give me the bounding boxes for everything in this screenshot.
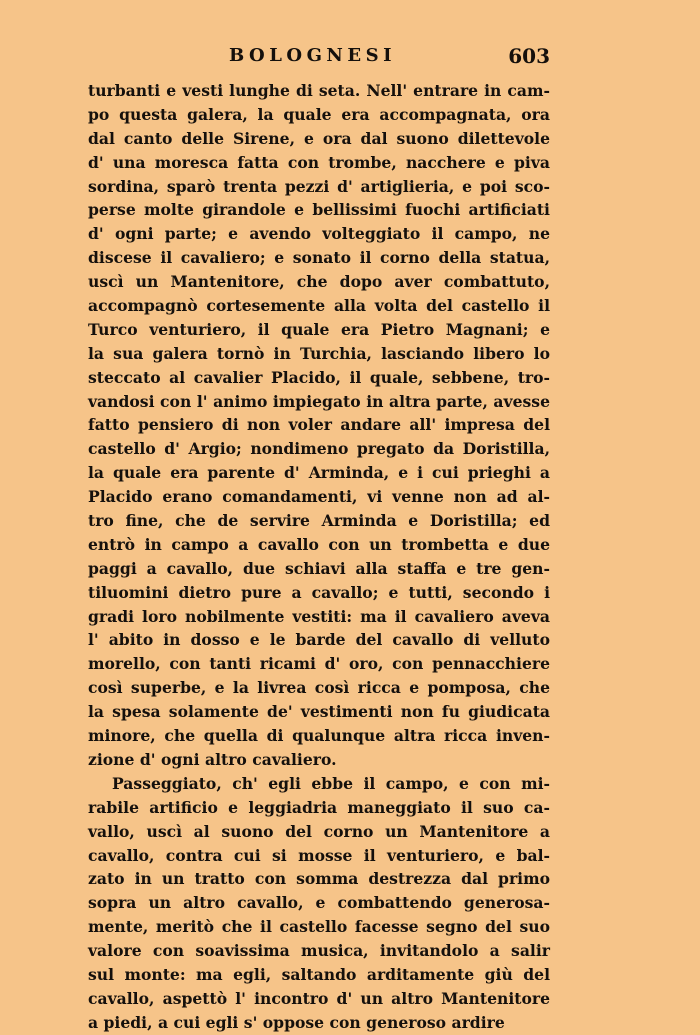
running-head bbox=[86, 42, 550, 70]
text-line: paggi a cavallo, due schiavi alla staffa e tre gen- bbox=[88, 558, 550, 578]
text-line: Passeggiato, ch' egli ebbe il campo, e con mi- bbox=[112, 773, 550, 793]
text-line: d' una moresca fatta con trombe, nacchere e piva bbox=[88, 152, 550, 172]
text-line: zato in un tratto con somma destrezza dal primo bbox=[88, 869, 550, 889]
page-number: 603 bbox=[508, 44, 550, 68]
text-line: rabile artificio e leggiadria maneggiato il suo ca- bbox=[88, 797, 550, 817]
text-line: Turco venturiero, il quale era Pietro Magnani; e bbox=[88, 319, 550, 339]
text-line: mente, meritò che il castello facesse segno del suo bbox=[88, 917, 550, 937]
text-line: tro fine, che de servire Arminda e Doristilla; ed bbox=[88, 511, 550, 531]
text-line: castello d' Argio; nondimeno pregato da Doristilla, bbox=[88, 439, 550, 459]
text-line: d' ogni parte; e avendo volteggiato il campo, ne bbox=[88, 224, 550, 244]
text-line: la sua galera tornò in Turchia, lasciando libero lo bbox=[88, 343, 550, 363]
text-line: tiluomini dietro pure a cavallo; e tutti, secondo i bbox=[88, 582, 550, 602]
text-line: Placido erano comandamenti, vi venne non ad al- bbox=[88, 487, 550, 507]
text-line: cavallo, contra cui si mosse il venturiero, e bal- bbox=[88, 845, 550, 865]
text-line: zione d' ogni altro cavaliero. bbox=[88, 749, 337, 769]
text-line: vallo, uscì al suono del corno un Mantenitore a bbox=[88, 821, 550, 841]
body-text bbox=[88, 79, 550, 1035]
text-line: sul monte: ma egli, saltando arditamente giù del bbox=[88, 964, 550, 984]
text-line: discese il cavaliero; e sonato il corno della statua, bbox=[88, 248, 550, 268]
text-line: vandosi con l' animo impiegato in altra parte, avesse bbox=[88, 391, 550, 411]
text-line: fatto pensiero di non voler andare all' impresa del bbox=[88, 415, 550, 435]
paragraph bbox=[88, 79, 550, 772]
text-line: cavallo, aspettò l' incontro d' un altro Mantenitore bbox=[88, 988, 550, 1008]
text-line: entrò in campo a cavallo con un trombetta e due bbox=[88, 534, 550, 554]
text-line: sordina, sparò trenta pezzi d' artiglieria, e poi sco- bbox=[88, 176, 550, 196]
text-line: turbanti e vesti lunghe di seta. Nell' entrare in cam- bbox=[88, 81, 550, 100]
text-line: sopra un altro cavallo, e combattendo generosa- bbox=[88, 893, 550, 913]
text-line: la quale era parente d' Arminda, e i cui prieghi a bbox=[88, 463, 550, 483]
running-title: BOLOGNESI bbox=[229, 45, 397, 66]
text-line: morello, con tanti ricami d' oro, con pennacchiere bbox=[88, 654, 550, 674]
text-line: a piedi, a cui egli s' oppose con generoso ardire bbox=[88, 1012, 505, 1032]
text-line: perse molte girandole e bellissimi fuochi artificiati bbox=[88, 200, 550, 220]
text-line: steccato al cavalier Placido, il quale, sebbene, tro- bbox=[88, 367, 550, 387]
text-line: l' abito in dosso e le barde del cavallo di velluto bbox=[88, 630, 550, 650]
text-line: uscì un Mantenitore, che dopo aver combattuto, bbox=[88, 272, 550, 292]
text-line: la spesa solamente de' vestimenti non fu giudicata bbox=[88, 702, 550, 722]
text-line: dal canto delle Sirene, e ora dal suono dilettevole bbox=[88, 128, 550, 148]
text-line: gradi loro nobilmente vestiti: ma il cavaliero aveva bbox=[88, 606, 550, 626]
paragraph bbox=[88, 772, 550, 1035]
text-line: accompagnò cortesemente alla volta del castello il bbox=[88, 296, 550, 316]
text-line: po questa galera, la quale era accompagnata, ora bbox=[88, 104, 550, 124]
text-line: così superbe, e la livrea così ricca e pomposa, che bbox=[88, 678, 550, 698]
text-line: valore con soavissima musica, invitandolo a salir bbox=[88, 941, 550, 961]
text-line: minore, che quella di qualunque altra ricca inven- bbox=[88, 726, 550, 746]
